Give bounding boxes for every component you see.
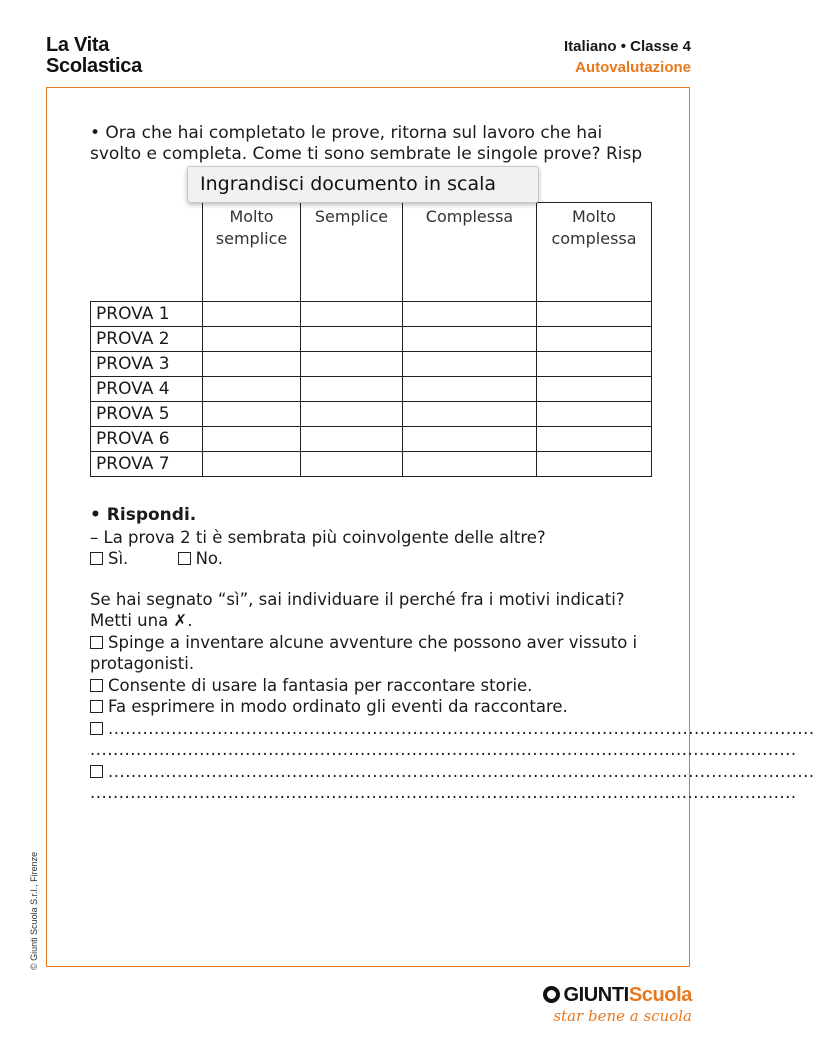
table-cell[interactable] (301, 427, 403, 452)
brand-name-b: Scuola (628, 984, 692, 1006)
table-cell[interactable] (403, 427, 537, 452)
blank-line (90, 739, 797, 761)
table-row (91, 402, 652, 427)
dotted-line[interactable]: ........................................................................................................................... (90, 740, 797, 759)
table-cell[interactable] (537, 377, 652, 402)
subject-header (564, 36, 691, 78)
blank-option-line (90, 718, 815, 740)
question-2: Se hai segnato “sì”, sai individuare il perché fra i motivi indicati? (90, 589, 625, 609)
dotted-line[interactable]: ........................................................................................................................... (108, 761, 815, 781)
col-header-label: Complessa (425, 207, 514, 226)
row-label: PROVA 7 (91, 452, 203, 477)
col-header (203, 203, 301, 302)
table-cell[interactable] (301, 377, 403, 402)
checkbox-option[interactable] (90, 722, 103, 735)
table-row (91, 302, 652, 327)
table-header-row (91, 203, 652, 302)
col-header (403, 203, 537, 302)
brand-name (543, 984, 692, 1007)
questions-heading: • Rispondi. (90, 505, 197, 525)
table-row (91, 427, 652, 452)
table-row (91, 377, 652, 402)
brand-tagline: star bene a scuola (553, 1007, 692, 1025)
table-cell[interactable] (537, 327, 652, 352)
table-cell[interactable] (301, 452, 403, 477)
table-cell[interactable] (203, 402, 301, 427)
yes-no-options (90, 548, 660, 570)
option-label: Consente di usare la fantasia per raccontare storie. (108, 675, 533, 695)
logo (46, 35, 142, 77)
question-2-instruction: Metti una ✗. (90, 611, 193, 630)
question-1: – La prova 2 ti è sembrata più coinvolgente delle altre? (90, 527, 546, 547)
col-header (301, 203, 403, 302)
table-cell[interactable] (301, 327, 403, 352)
col-header-label: Semplice (314, 207, 389, 226)
table-row (91, 452, 652, 477)
table-cell[interactable] (203, 327, 301, 352)
zoom-tooltip[interactable]: Ingrandisci documento in scala (187, 166, 539, 203)
col-header-label: Molto semplice (215, 207, 288, 248)
table-cell[interactable] (537, 352, 652, 377)
table-cell[interactable] (203, 352, 301, 377)
checkbox-no[interactable] (178, 552, 191, 565)
blank-line (90, 782, 797, 804)
table-corner (91, 203, 203, 302)
row-label: PROVA 1 (91, 302, 203, 327)
row-label: PROVA 2 (91, 327, 203, 352)
checkbox-yes[interactable] (90, 552, 103, 565)
table-cell[interactable] (537, 302, 652, 327)
table-cell[interactable] (403, 452, 537, 477)
table-cell[interactable] (537, 452, 652, 477)
section-title: Autovalutazione (575, 59, 691, 76)
table-cell[interactable] (301, 302, 403, 327)
table-cell[interactable] (537, 427, 652, 452)
row-label: PROVA 3 (91, 352, 203, 377)
blank-option-line (90, 761, 815, 783)
label-no: No. (195, 549, 223, 568)
option-label: Spinge a inventare alcune avventure che possono aver vissuto i protagonisti. (90, 632, 638, 673)
table-cell[interactable] (537, 402, 652, 427)
row-label: PROVA 4 (91, 377, 203, 402)
option-label: Fa esprimere in modo ordinato gli eventi da raccontare. (108, 697, 568, 716)
publisher-brand (543, 984, 692, 1025)
questions-section (90, 505, 815, 804)
instruction-text: • Ora che hai completato le prove, ritorna sul lavoro che hai svolto e completa. Come ti sono sembrate le singole prove? Risp (90, 123, 643, 164)
dotted-line[interactable]: ........................................................................................................................... (90, 783, 797, 802)
table-cell[interactable] (403, 402, 537, 427)
table-cell[interactable] (203, 427, 301, 452)
table-cell[interactable] (403, 352, 537, 377)
row-label: PROVA 6 (91, 427, 203, 452)
subject-title: Italiano • Classe 4 (564, 38, 691, 55)
evaluation-table (90, 202, 652, 477)
dotted-line[interactable]: ........................................................................................................................... (108, 718, 815, 738)
table-cell[interactable] (301, 402, 403, 427)
checkbox-option[interactable] (90, 636, 103, 649)
table-row (91, 352, 652, 377)
table-cell[interactable] (301, 352, 403, 377)
logo-line2: Scolastica (46, 55, 142, 77)
option-item (90, 632, 660, 675)
brand-name-a: GIUNTI (563, 984, 629, 1006)
table-cell[interactable] (203, 377, 301, 402)
table-cell[interactable] (403, 377, 537, 402)
table-cell[interactable] (403, 302, 537, 327)
col-header (537, 203, 652, 302)
option-item (90, 675, 660, 697)
logo-line1: La Vita (46, 34, 110, 56)
table-row (91, 327, 652, 352)
option-item (90, 696, 660, 718)
table-cell[interactable] (203, 302, 301, 327)
table-cell[interactable] (403, 327, 537, 352)
col-header-label: Molto complessa (551, 207, 637, 248)
label-yes: Sì. (108, 549, 129, 568)
brand-g-icon (543, 986, 560, 1003)
checkbox-option[interactable] (90, 679, 103, 692)
row-label: PROVA 5 (91, 402, 203, 427)
copyright-text: © Giunti Scuola S.r.l., Firenze (29, 851, 39, 970)
checkbox-option[interactable] (90, 700, 103, 713)
checkbox-option[interactable] (90, 765, 103, 778)
table-cell[interactable] (203, 452, 301, 477)
